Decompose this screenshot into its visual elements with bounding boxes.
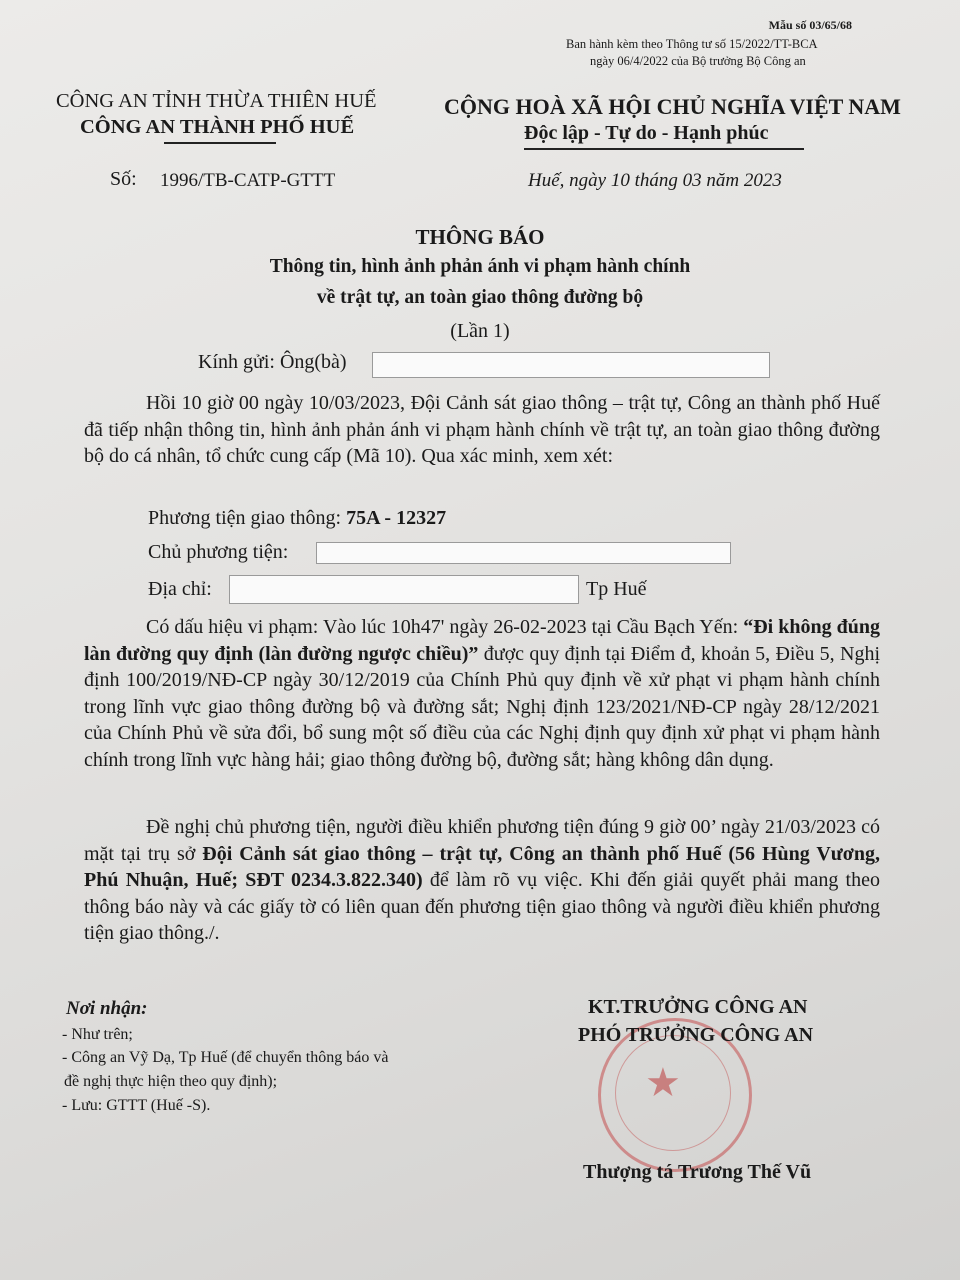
national-motto: Độc lập - Tự do - Hạnh phúc	[524, 122, 769, 144]
org-parent: CÔNG AN TỈNH THỪA THIÊN HUẾ	[56, 90, 377, 112]
request-office: Đội Cảnh sát giao thông – trật tự, Công an thành phố Huế (56 Hùng Vương, Phú Nhuận, Huế; SĐT 0234.3.822.340)	[84, 842, 880, 891]
addressee-label: Kính gửi: Ông(bà)	[198, 351, 347, 373]
recipient-item: đề nghị thực hiện theo quy định);	[64, 1073, 278, 1090]
redacted-addressee	[372, 352, 770, 378]
place-date: Huế, ngày 10 tháng 03 năm 2023	[528, 170, 782, 191]
motto-underline	[524, 148, 804, 150]
doc-subtitle-2: về trật tự, an toàn giao thông đường bộ	[316, 287, 644, 308]
violation-lead: Có dấu hiệu vi phạm: Vào lúc 10h47' ngày 26-02-2023 tại Cầu Bạch Yến:	[146, 616, 739, 638]
recipient-item: - Công an Vỹ Dạ, Tp Huế (để chuyển thông báo và	[62, 1049, 389, 1066]
signature-title-2: PHÓ TRƯỞNG CÔNG AN	[578, 1024, 814, 1046]
redacted-owner	[316, 542, 731, 564]
recipient-item: - Lưu: GTTT (Huế -S).	[62, 1097, 211, 1114]
violation-paragraph	[84, 614, 880, 773]
vehicle-plate: 75A - 12327	[346, 507, 447, 529]
vehicle-label-text: Phương tiện giao thông:	[148, 507, 342, 529]
violation-legal-basis: được quy định tại Điểm đ, khoản 5, Điều 5, Nghị định 100/2019/NĐ-CP ngày 30/12/2019 của Chính Phủ quy định về xử phạt vi phạm hành chính trong lĩnh vực giao thông đường bộ và đường sắt; Nghị định 123/2021/NĐ-CP ngày 28/12/2021 của Chính Phủ về sửa đổi, bổ sung một số điều của các Nghị định quy định xử phạt vi phạm hành chính trong lĩnh vực hàng hải; giao thông đường bộ, đường sắt; hàng không dân dụng.	[84, 642, 880, 771]
form-issued-date: ngày 06/4/2022 của Bộ trưởng Bộ Công an	[590, 54, 806, 68]
intro-paragraph: Hồi 10 giờ 00 ngày 10/03/2023, Đội Cảnh sát giao thông – trật tự, Công an thành phố Huế đã tiếp nhận thông tin, hình ảnh phản ánh vi phạm hành chính về trật tự, an toàn giao thông đường bộ do cá nhân, tổ chức cung cấp (Mã 10). Qua xác minh, xem xét:	[84, 392, 880, 467]
form-number: Mẫu số 03/65/68	[768, 18, 852, 32]
address-label: Địa chỉ:	[148, 578, 212, 600]
vehicle-label	[148, 507, 446, 530]
address-city: Tp Huế	[586, 578, 647, 600]
request-paragraph	[84, 814, 880, 947]
owner-label: Chủ phương tiện:	[148, 541, 289, 563]
doc-title: THÔNG BÁO	[415, 225, 545, 249]
violation-quote: “Đi không đúng làn đường quy định (làn đường ngược chiều)”	[84, 616, 880, 665]
nation-title: CỘNG HOÀ XÃ HỘI CHỦ NGHĨA VIỆT NAM	[444, 94, 901, 119]
doc-number-label: Số:	[110, 168, 137, 190]
request-lead: Đề nghị chủ phương tiện, người điều khiển phương tiện đúng 9 giờ 00’ ngày 21/03/2023 có mặt tại trụ sở	[84, 816, 880, 865]
attempt-number: (Lần 1)	[450, 320, 510, 342]
org-underline	[164, 142, 276, 144]
form-issued-with: Ban hành kèm theo Thông tư số 15/2022/TT-BCA	[566, 37, 818, 51]
request-rest: để làm rõ vụ việc. Khi đến giải quyết phải mang theo thông báo này và các giấy tờ có liên quan đến phương tiện giao thông và người điều khiển phương tiện giao thông./.	[84, 869, 880, 944]
recipient-item: - Như trên;	[62, 1026, 133, 1043]
signature-title-1: KT.TRƯỞNG CÔNG AN	[588, 996, 808, 1018]
signatory-name: Thượng tá Trương Thế Vũ	[583, 1161, 812, 1183]
recipients-heading: Nơi nhận:	[66, 998, 148, 1019]
doc-subtitle-1: Thông tin, hình ảnh phản ánh vi phạm hành chính	[269, 256, 691, 277]
org-name: CÔNG AN THÀNH PHỐ HUẾ	[80, 116, 355, 138]
seal-star-icon: ★	[645, 1060, 681, 1105]
doc-number: 1996/TB-CATP-GTTT	[160, 170, 336, 191]
redacted-address	[229, 575, 579, 604]
